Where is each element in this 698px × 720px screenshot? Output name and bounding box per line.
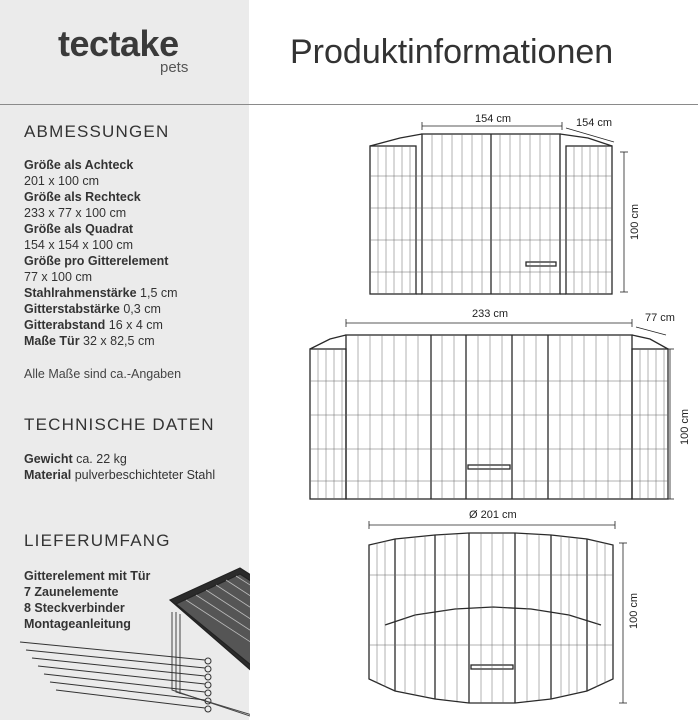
spec-value: 1,5 cm xyxy=(140,286,178,300)
rectangle-depth-label: 77 cm xyxy=(645,312,675,324)
rectangle-height-label: 100 cm xyxy=(679,408,691,445)
spec-label: Gitterstabstärke xyxy=(24,302,120,316)
rectangle-pen-diagram xyxy=(300,305,698,505)
brand-sub: pets xyxy=(160,59,189,76)
octagon-pen-diagram xyxy=(355,505,655,720)
square-depth-label: 154 cm xyxy=(576,117,613,129)
spec-label: Stahlrahmenstärke xyxy=(24,286,137,300)
rectangle-width-label: 233 cm xyxy=(472,308,509,320)
spec-label: Größe als Rechteck xyxy=(24,190,141,204)
delivery-item: Montageanleitung xyxy=(24,617,131,631)
brand-logo: tectake xyxy=(58,23,179,64)
weight-value: ca. 22 kg xyxy=(76,452,127,466)
technical-heading: TECHNISCHE DATEN xyxy=(24,415,215,434)
spec-value: 32 x 82,5 cm xyxy=(83,334,155,348)
square-height-label: 100 cm xyxy=(629,203,641,240)
delivery-item: 8 Steckverbinder xyxy=(24,601,125,615)
header-divider xyxy=(0,104,698,105)
technical-list xyxy=(24,451,239,483)
delivery-item: Gitterelement mit Tür xyxy=(24,569,151,583)
dimensions-note: Alle Maße sind ca.-Angaben xyxy=(24,367,182,381)
spec-value: 16 x 4 cm xyxy=(108,318,163,332)
spec-label: Größe als Quadrat xyxy=(24,222,134,236)
page-title: Produktinformationen xyxy=(290,33,614,71)
spec-value: 154 x 154 x 100 cm xyxy=(24,238,134,252)
spec-value: 77 x 100 cm xyxy=(24,270,93,284)
dimensions-heading: ABMESSUNGEN xyxy=(24,122,170,141)
spec-label: Größe als Achteck xyxy=(24,158,134,172)
square-pen-diagram xyxy=(360,112,660,302)
material-label: Material xyxy=(24,468,72,482)
dimensions-list xyxy=(24,157,244,349)
spec-value: 233 x 77 x 100 cm xyxy=(24,206,127,220)
spec-label: Größe pro Gitterelement xyxy=(24,254,169,268)
weight-label: Gewicht xyxy=(24,452,73,466)
stacked-panels-illustration xyxy=(0,560,250,720)
material-value: pulverbeschichteter Stahl xyxy=(74,468,216,482)
square-width-label: 154 cm xyxy=(475,113,512,125)
spec-label: Maße Tür xyxy=(24,334,80,348)
delivery-heading: LIEFERUMFANG xyxy=(24,531,171,550)
spec-value: 201 x 100 cm xyxy=(24,174,100,188)
delivery-item: 7 Zaunelemente xyxy=(24,585,119,599)
spec-value: 0,3 cm xyxy=(123,302,161,316)
octagon-height-label: 100 cm xyxy=(628,592,640,629)
octagon-diameter-label: Ø 201 cm xyxy=(469,509,517,521)
spec-label: Gitterabstand xyxy=(24,318,106,332)
